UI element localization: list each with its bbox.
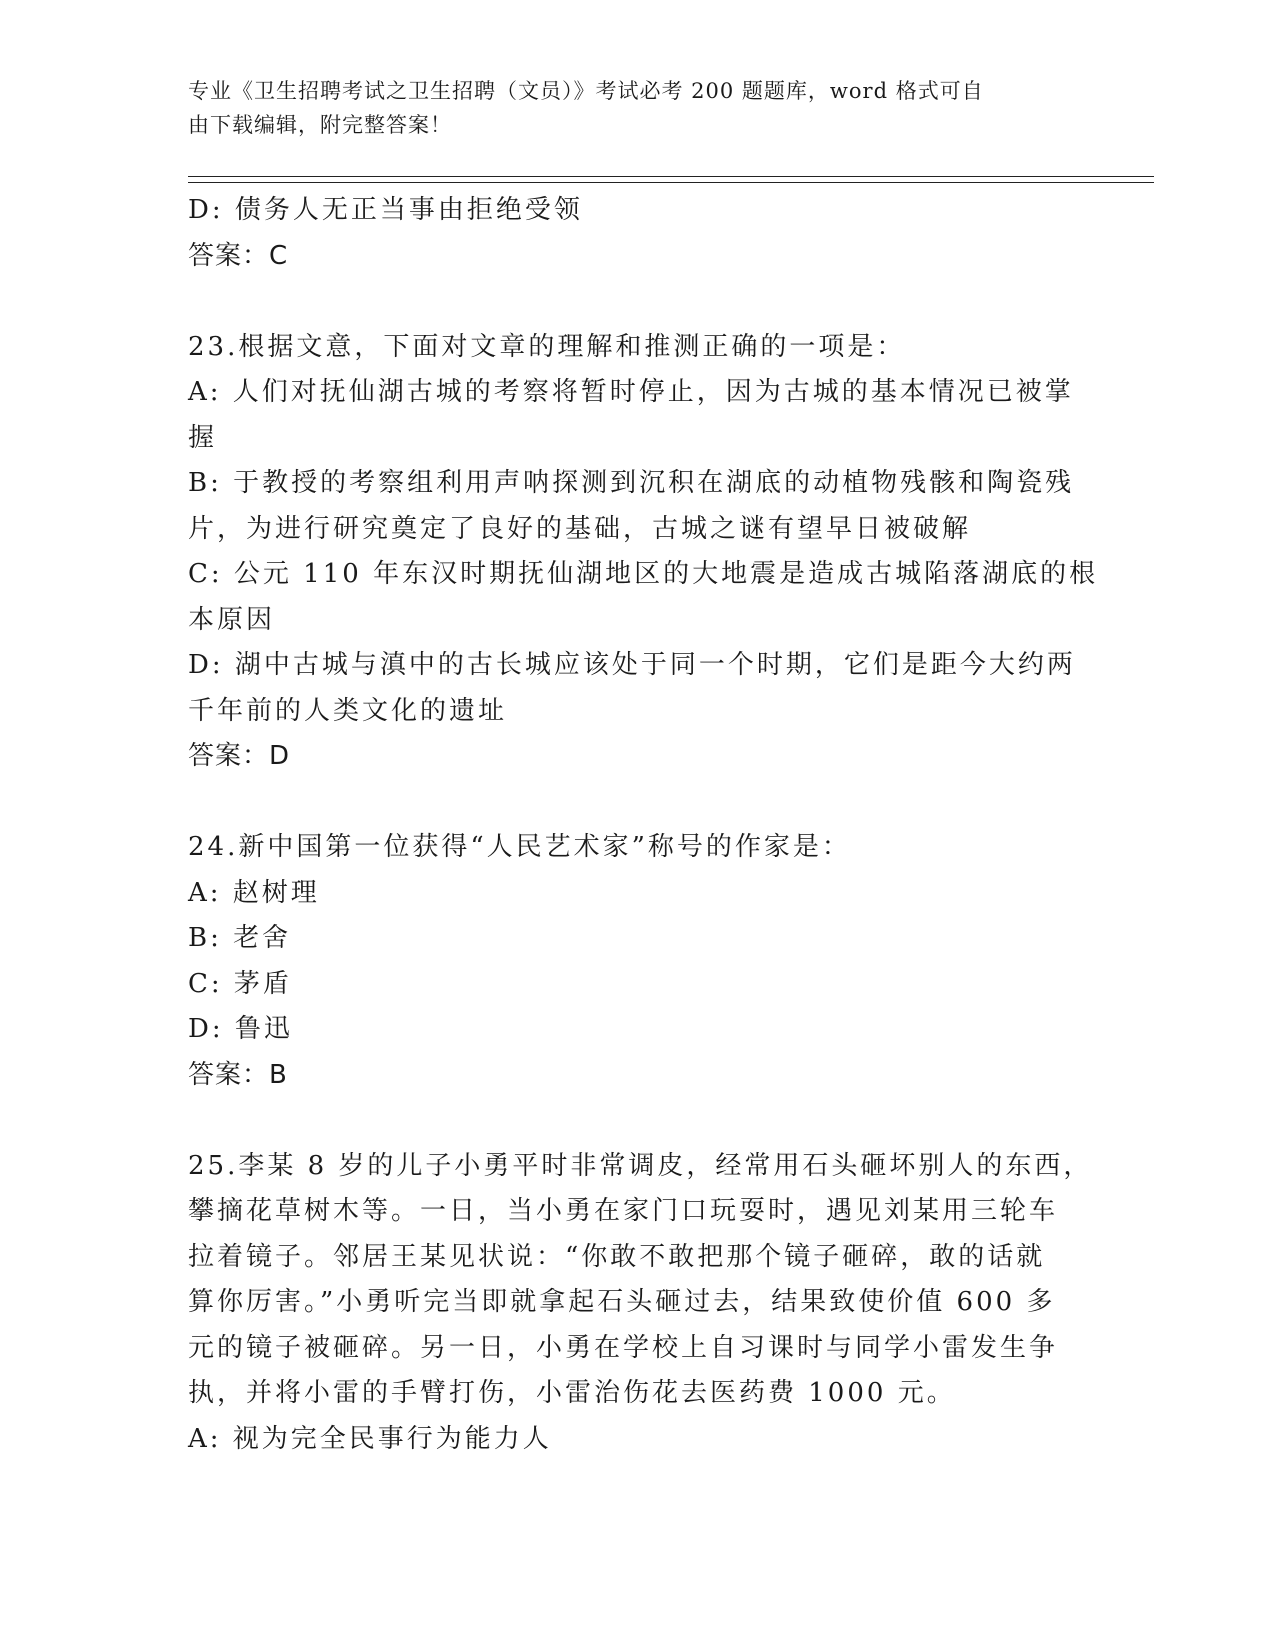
question-stem-line-4: 算你厉害。”小勇听完当即就拿起石头砸过去，结果致使价值 600 多 bbox=[188, 1287, 1056, 1317]
question-content bbox=[188, 188, 1099, 1462]
option-a: A: 人们对抚仙湖古城的考察将暂时停止，因为古城的基本情况已被掌 bbox=[188, 377, 1074, 407]
option-d: D: 债务人无正当事由拒绝受领 bbox=[188, 195, 583, 225]
answer-label: 答案：B bbox=[188, 1059, 288, 1090]
option-b-continued: 片，为进行研究奠定了良好的基础，古城之谜有望早日被破解 bbox=[188, 513, 972, 544]
question-25 bbox=[188, 1144, 1093, 1463]
answer-label: 答案：D bbox=[188, 741, 291, 771]
spacer bbox=[188, 279, 1088, 325]
question-stem: 24.新中国第一位获得“人民艺术家”称号的作家是： bbox=[188, 832, 851, 862]
question-stem-line-3: 拉着镜子。邻居王某见状说：“你敢不敢把那个镜子砸碎，敢的话就 bbox=[188, 1241, 1046, 1272]
option-b: B: 于教授的考察组利用声呐探测到沉积在湖底的动植物残骸和陶瓷残 bbox=[188, 468, 1075, 498]
question-23 bbox=[188, 325, 1099, 780]
question-stem-line-2: 攀摘花草树木等。一日，当小勇在家门口玩耍时，遇见刘某用三轮车 bbox=[188, 1196, 1059, 1226]
option-a: A: 视为完全民事行为能力人 bbox=[188, 1423, 552, 1454]
option-d: D: 鲁迅 bbox=[188, 1014, 293, 1044]
question-stem: 23.根据文意，下面对文章的理解和推测正确的一项是： bbox=[188, 331, 906, 362]
previous-question-tail bbox=[188, 188, 1088, 279]
question-24 bbox=[188, 825, 1088, 1098]
option-b: B: 老舍 bbox=[188, 923, 292, 953]
option-a-continued: 握 bbox=[188, 422, 218, 453]
option-a: A: 赵树理 bbox=[188, 877, 320, 908]
option-c: C: 公元 110 年东汉时期抚仙湖地区的大地震是造成古城陷落湖底的根 bbox=[188, 559, 1099, 589]
answer-label: 答案：C bbox=[188, 240, 289, 271]
option-d: D: 湖中古城与滇中的古长城应该处于同一个时期，它们是距今大约两 bbox=[188, 650, 1076, 680]
option-c-continued: 本原因 bbox=[188, 604, 276, 635]
page-header bbox=[188, 74, 1068, 142]
header-divider bbox=[188, 176, 1154, 183]
question-stem-line-6: 执，并将小雷的手臂打伤，小雷治伤花去医药费 1000 元。 bbox=[188, 1378, 956, 1408]
option-c: C: 茅盾 bbox=[188, 968, 292, 999]
spacer bbox=[188, 1098, 1088, 1144]
spacer bbox=[188, 780, 1088, 826]
option-d-continued: 千年前的人类文化的遗址 bbox=[188, 695, 508, 726]
header-line-1: 专业《卫生招聘考试之卫生招聘（文员）》考试必考 200 题题库，word 格式可自 bbox=[188, 79, 984, 103]
question-stem-line-1: 25.李某 8 岁的儿子小勇平时非常调皮，经常用石头砸坏别人的东西， bbox=[188, 1150, 1093, 1181]
question-stem-line-5: 元的镜子被砸碎。另一日，小勇在学校上自习课时与同学小雷发生争 bbox=[188, 1332, 1059, 1363]
header-line-2: 由下载编辑，附完整答案！ bbox=[188, 113, 452, 137]
